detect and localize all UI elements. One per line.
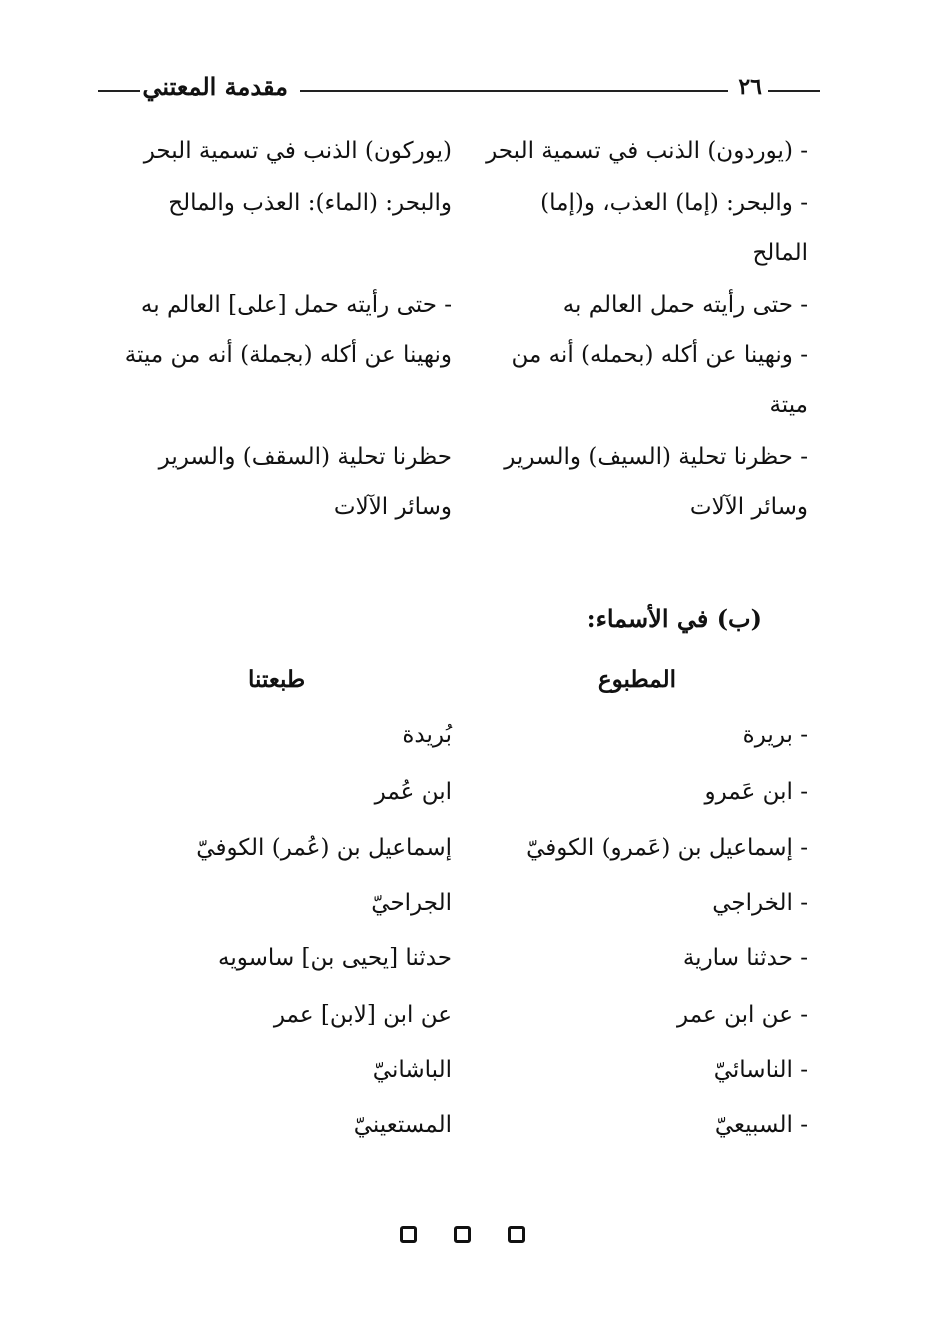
square-ornament-icon — [400, 1226, 417, 1243]
printed-text-continuation: وسائر الآلات — [689, 494, 808, 520]
printed-text: - حتى رأيته حمل العالم به — [562, 292, 808, 318]
page-number: ٢٦ — [738, 74, 762, 100]
corrected-name: إسماعيل بن (عُمر) الكوفيّ — [196, 835, 452, 861]
header-rule — [300, 90, 728, 92]
section-heading: (ب) في الأسماء: — [586, 604, 762, 633]
printed-name: - حدثنا سارية — [682, 945, 808, 971]
printed-text: - (يوردون) الذنب في تسمية البحر — [486, 138, 808, 164]
corrected-name: حدثنا [يحيى بن] ساسويه — [218, 945, 452, 971]
printed-name: - الخراجي — [712, 890, 808, 916]
corrected-text: حظرنا تحلية (السقف) والسرير — [158, 444, 452, 470]
corrected-text: (يوركون) الذنب في تسمية البحر — [143, 138, 452, 164]
square-ornament-icon — [454, 1226, 471, 1243]
printed-text: - والبحر: (إما) العذب، و(إما) — [540, 190, 808, 216]
corrected-name: بُريدة — [402, 722, 452, 748]
printed-name: - ابن عَمرو — [704, 779, 808, 805]
page-header — [96, 68, 820, 108]
header-rule — [768, 90, 820, 92]
corrected-text: والبحر: (الماء): العذب والمالح — [168, 190, 452, 216]
corrected-name: الجراحيّ — [371, 890, 452, 916]
square-ornament-icon — [508, 1226, 525, 1243]
corrected-text: - حتى رأيته حمل [على] العالم به — [140, 292, 452, 318]
printed-text-continuation: ميتة — [769, 392, 808, 418]
printed-name: - بريرة — [742, 722, 808, 748]
printed-name: - السبيعيّ — [714, 1112, 808, 1138]
section-end-ornament — [400, 1226, 530, 1250]
corrected-name: عن ابن [لابن] عمر — [273, 1002, 452, 1028]
corrected-text-continuation: وسائر الآلات — [333, 494, 452, 520]
header-rule — [98, 90, 140, 92]
corrected-name: الباشانيّ — [372, 1057, 452, 1083]
column-header-printed: المطبوع — [597, 666, 676, 693]
column-header-ours: طبعتنا — [248, 666, 306, 693]
printed-text: - حظرنا تحلية (السيف) والسرير — [504, 444, 808, 470]
printed-name: - الناسائيّ — [713, 1057, 808, 1083]
corrected-name: ابن عُمر — [374, 779, 452, 805]
corrected-name: المستعينيّ — [353, 1112, 452, 1138]
corrected-text: ونهينا عن أكله (بجملة) أنه من ميتة — [124, 342, 452, 368]
printed-name: - عن ابن عمر — [677, 1002, 808, 1028]
printed-name: - إسماعيل بن (عَمرو) الكوفيّ — [526, 835, 808, 861]
printed-text-continuation: المالح — [752, 240, 808, 266]
printed-text: - ونهينا عن أكله (بحمله) أنه من — [511, 342, 808, 368]
running-title: مقدمة المعتني — [142, 72, 288, 101]
